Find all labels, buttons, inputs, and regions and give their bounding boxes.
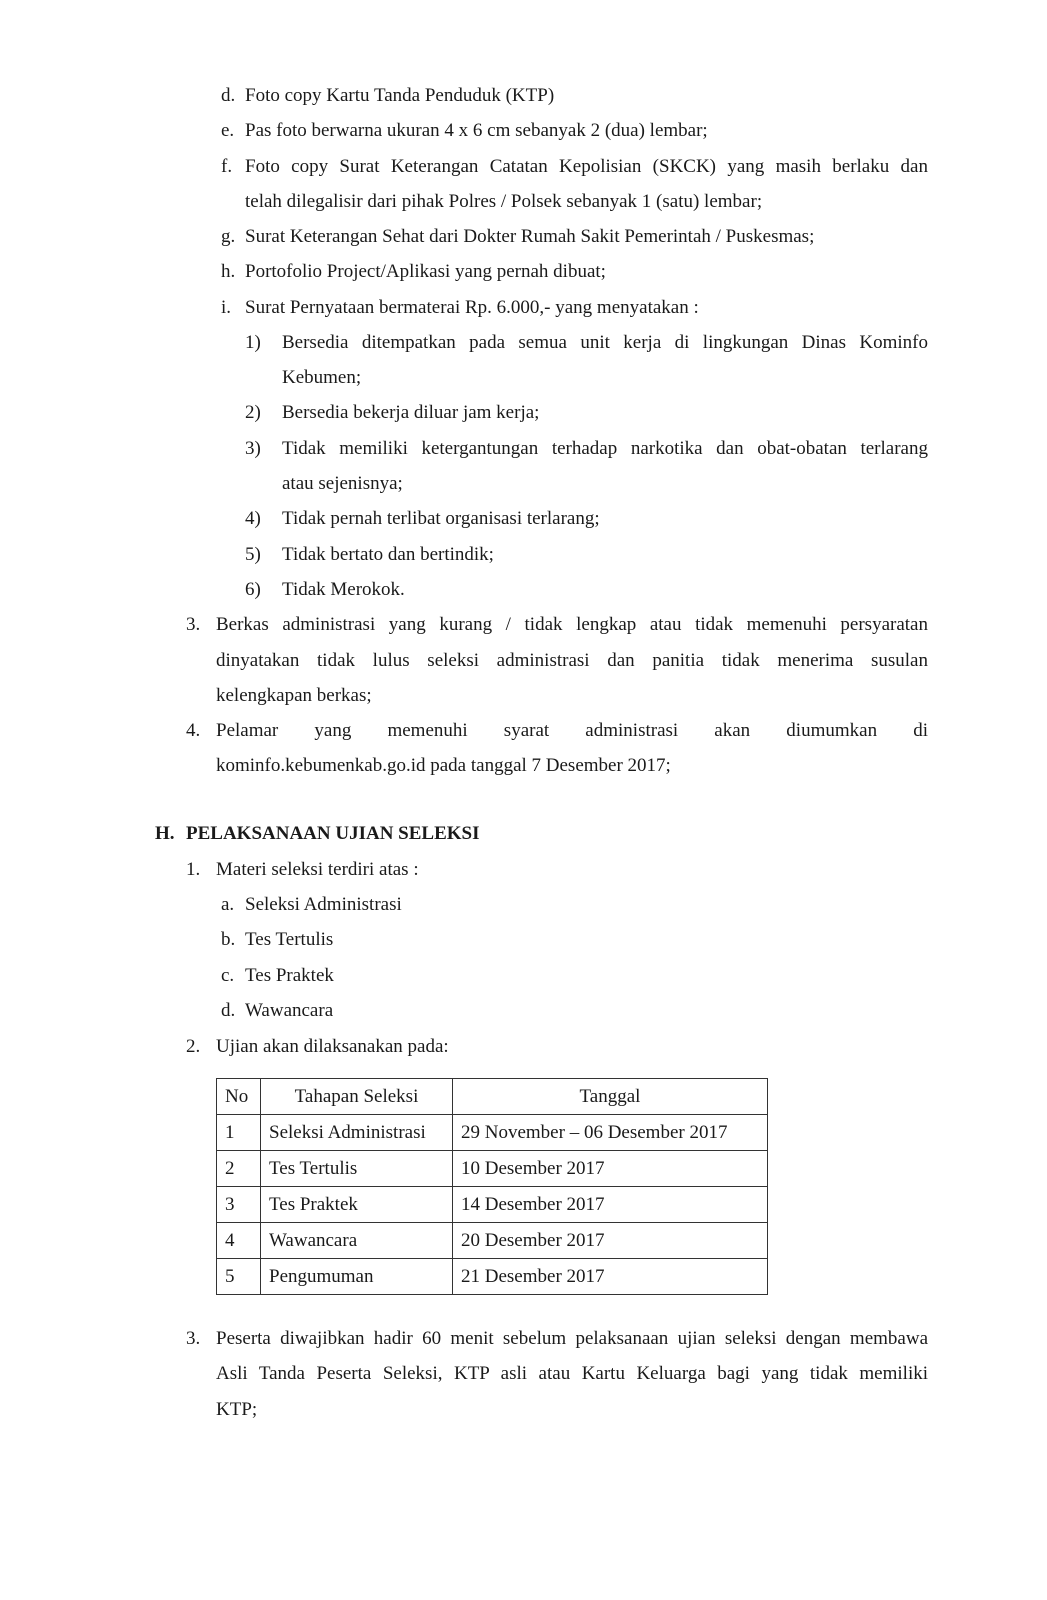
cell-no: 1 — [217, 1115, 261, 1151]
numbered-item-text-continued: KTP; — [216, 1399, 258, 1420]
cell-tanggal: 20 Desember 2017 — [453, 1223, 768, 1259]
cell-tahapan: Seleksi Administrasi — [261, 1115, 453, 1151]
numbered-item-text-continued: Asli Tanda Peserta Seleksi, KTP asli atau Kartu Keluarga bagi yang tidak memiliki — [216, 1363, 928, 1384]
schedule-table — [216, 1078, 768, 1295]
list-item-text: Portofolio Project/Aplikasi yang pernah dibuat; — [245, 261, 606, 282]
cell-tahapan: Pengumuman — [261, 1259, 453, 1295]
sublist-item-text: Tidak memiliki ketergantungan terhadap narkotika dan obat-obatan terlarang — [282, 438, 928, 459]
numbered-item-text: Pelamar yang memenuhi syarat administrasi akan diumumkan di — [216, 720, 928, 741]
numbered-marker: 2. — [186, 1036, 201, 1057]
list-marker: d. — [221, 1000, 236, 1021]
cell-tahapan: Tes Tertulis — [261, 1151, 453, 1187]
table-row — [217, 1187, 768, 1223]
numbered-marker: 3. — [186, 614, 201, 635]
list-marker: g. — [221, 226, 236, 247]
column-header-tahapan: Tahapan Seleksi — [261, 1079, 453, 1115]
list-marker: c. — [221, 965, 235, 986]
numbered-item-text: Materi seleksi terdiri atas : — [216, 859, 419, 880]
column-header-no: No — [217, 1079, 261, 1115]
list-item-text: Foto copy Kartu Tanda Penduduk (KTP) — [245, 85, 555, 106]
table-row — [217, 1151, 768, 1187]
section-title: PELAKSANAAN UJIAN SELEKSI — [186, 823, 480, 844]
numbered-marker: 4. — [186, 720, 201, 741]
section-label: H. — [155, 823, 175, 844]
numbered-marker: 3. — [186, 1328, 201, 1349]
sublist-marker: 1) — [245, 332, 261, 353]
list-item-text-continued: telah dilegalisir dari pihak Polres / Polsek sebanyak 1 (satu) lembar; — [245, 191, 763, 212]
numbered-item-text: Ujian akan dilaksanakan pada: — [216, 1036, 449, 1057]
sublist-item-text: Tidak bertato dan bertindik; — [282, 544, 494, 565]
list-marker: d. — [221, 85, 236, 106]
sublist-item-text: Tidak Merokok. — [282, 579, 405, 600]
cell-no: 3 — [217, 1187, 261, 1223]
numbered-item-text-continued: kelengkapan berkas; — [216, 685, 372, 706]
sublist-marker: 3) — [245, 438, 261, 459]
cell-no: 5 — [217, 1259, 261, 1295]
numbered-item-text-continued: kominfo.kebumenkab.go.id pada tanggal 7 Desember 2017; — [216, 755, 671, 776]
sublist-item-text: Bersedia ditempatkan pada semua unit kerja di lingkungan Dinas Kominfo — [282, 332, 928, 353]
sublist-item-text-continued: atau sejenisnya; — [282, 473, 403, 494]
column-header-tanggal: Tanggal — [453, 1079, 768, 1115]
numbered-marker: 1. — [186, 859, 201, 880]
table-row — [217, 1223, 768, 1259]
numbered-item-text: Peserta diwajibkan hadir 60 menit sebelum pelaksanaan ujian seleksi dengan membawa — [216, 1328, 928, 1349]
list-marker: h. — [221, 261, 236, 282]
sublist-marker: 4) — [245, 508, 261, 529]
sublist-item-text-continued: Kebumen; — [282, 367, 362, 388]
sublist-item-text: Bersedia bekerja diluar jam kerja; — [282, 402, 540, 423]
list-marker: f. — [221, 156, 233, 177]
list-marker: a. — [221, 894, 235, 915]
table-header-row — [217, 1079, 768, 1115]
cell-no: 4 — [217, 1223, 261, 1259]
list-marker: i. — [221, 297, 232, 318]
list-item-text: Seleksi Administrasi — [245, 894, 402, 915]
cell-tanggal: 14 Desember 2017 — [453, 1187, 768, 1223]
table-row — [217, 1259, 768, 1295]
cell-tanggal: 29 November – 06 Desember 2017 — [453, 1115, 768, 1151]
list-item-text: Wawancara — [245, 1000, 334, 1021]
numbered-item-text-continued: dinyatakan tidak lulus seleksi administrasi dan panitia tidak menerima susulan — [216, 650, 928, 671]
list-marker: e. — [221, 120, 235, 141]
list-item-text: Foto copy Surat Keterangan Catatan Kepolisian (SKCK) yang masih berlaku dan — [245, 156, 928, 177]
list-item-text: Tes Praktek — [245, 965, 334, 986]
numbered-item-text: Berkas administrasi yang kurang / tidak lengkap atau tidak memenuhi persyaratan — [216, 614, 928, 635]
sublist-marker: 5) — [245, 544, 261, 565]
sublist-marker: 6) — [245, 579, 261, 600]
table-row — [217, 1115, 768, 1151]
cell-tahapan: Wawancara — [261, 1223, 453, 1259]
list-item-text: Surat Pernyataan bermaterai Rp. 6.000,- yang menyatakan : — [245, 297, 699, 318]
sublist-marker: 2) — [245, 402, 261, 423]
cell-no: 2 — [217, 1151, 261, 1187]
list-item-text: Pas foto berwarna ukuran 4 x 6 cm sebanyak 2 (dua) lembar; — [245, 120, 708, 141]
cell-tanggal: 21 Desember 2017 — [453, 1259, 768, 1295]
list-marker: b. — [221, 929, 236, 950]
list-item-text: Tes Tertulis — [245, 929, 334, 950]
cell-tanggal: 10 Desember 2017 — [453, 1151, 768, 1187]
sublist-item-text: Tidak pernah terlibat organisasi terlarang; — [282, 508, 600, 529]
cell-tahapan: Tes Praktek — [261, 1187, 453, 1223]
list-item-text: Surat Keterangan Sehat dari Dokter Rumah Sakit Pemerintah / Puskesmas; — [245, 226, 815, 247]
